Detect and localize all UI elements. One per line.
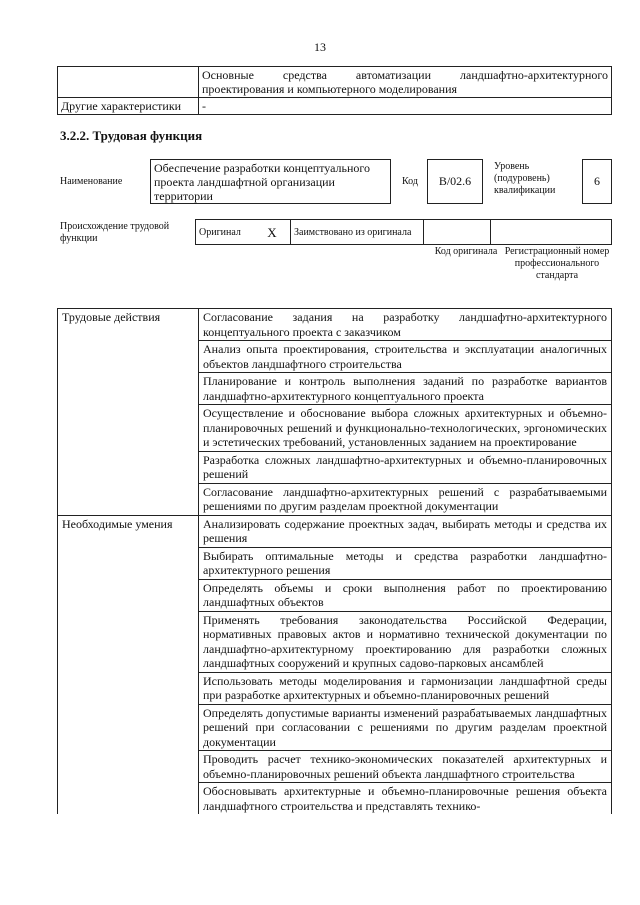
origin-table xyxy=(195,219,612,245)
borrowed-label: Заимствовано из оригинала xyxy=(291,220,424,245)
section-title: 3.2.2. Трудовая функция xyxy=(60,128,203,143)
code-caption: Код оригинала xyxy=(434,246,498,257)
table-row xyxy=(58,515,612,547)
action-item: Согласование задания на разработку ландшафтно-архитектурного концептуального проекта с заказчиком xyxy=(199,309,612,341)
skill-item: Определять допустимые варианты изменений разрабатываемых ландшафтных решений при согласовании с решениями по другим разделам проектной документации xyxy=(199,704,612,751)
table-row xyxy=(196,220,612,245)
original-code-cell xyxy=(424,220,491,245)
action-item: Планирование и контроль выполнения заданий по разработке вариантов ландшафтно-архитектурного концептуального проекта xyxy=(199,373,612,405)
skill-item: Обосновывать архитектурные и объемно-планировочные решения объекта ландшафтного строительства и представлять технико- xyxy=(199,783,612,815)
row-label: Другие характеристики xyxy=(58,98,199,115)
level-value-box: 6 xyxy=(582,159,612,204)
table-row xyxy=(58,309,612,341)
skill-item: Проводить расчет технико-экономических показателей архитектурных и объемно-планировочных решений объекта ландшафтного строительства xyxy=(199,751,612,783)
table-row xyxy=(58,98,612,115)
section-label-actions: Трудовые действия xyxy=(58,309,199,516)
top-characteristics-table xyxy=(57,66,612,115)
function-name-box: Обеспечение разработки концептуального проекта ландшафтной организации территории xyxy=(150,159,391,204)
table-row xyxy=(58,67,612,98)
level-label: Уровень (подуровень) квалификации xyxy=(494,161,556,196)
action-item: Анализ опыта проектирования, строительства и эксплуатации аналогичных объектов ландшафтного строительства xyxy=(199,341,612,373)
name-label: Наименование xyxy=(60,176,123,187)
origin-label: Происхождение трудовой функции xyxy=(60,221,170,244)
action-item: Разработка сложных ландшафтно-архитектурных и объемно-планировочных решений xyxy=(199,451,612,483)
skill-item: Анализировать содержание проектных задач, выбирать методы и средства их решения xyxy=(199,515,612,547)
skill-item: Выбирать оптимальные методы и средства разработки ландшафтно-архитектурного решения xyxy=(199,547,612,579)
function-details-table xyxy=(57,308,612,814)
registration-caption: Регистрационный номер профессионального стандарта xyxy=(504,246,610,281)
row-value: - xyxy=(199,98,612,115)
code-label: Код xyxy=(402,176,418,187)
section-label-skills: Необходимые умения xyxy=(58,515,199,814)
row-label xyxy=(58,67,199,98)
skill-item: Использовать методы моделирования и гармонизации ландшафтной среды при разработке архитектурных и объемно-планировочных решений xyxy=(199,672,612,704)
skill-item: Определять объемы и сроки выполнения работ по проектированию ландшафтных объектов xyxy=(199,579,612,611)
row-value: Основные средства автоматизации ландшафтно-архитектурного проектирования и компьютерного моделирования xyxy=(199,67,612,98)
registration-number-cell xyxy=(491,220,612,245)
action-item: Согласование ландшафтно-архитектурных решений с разрабатываемыми решениями по другим разделам проектной документации xyxy=(199,483,612,515)
action-item: Осуществление и обоснование выбора сложных архитектурных и объемно-планировочных решений и функционально-технологических, эргономических и эстетических требований, установленных заданием на проектирование xyxy=(199,405,612,452)
skill-item: Применять требования законодательства Российской Федерации, нормативных правовых актов и нормативно технической документации по ландшафтно-архитектурному проектированию для разработки сложных ландшафтных сооружений и крупных садово-парковых ансамблей xyxy=(199,611,612,672)
page-number: 13 xyxy=(314,40,326,54)
code-value-box: B/02.6 xyxy=(427,159,483,204)
original-mark: X xyxy=(254,220,291,245)
original-label: Оригинал xyxy=(196,220,255,245)
